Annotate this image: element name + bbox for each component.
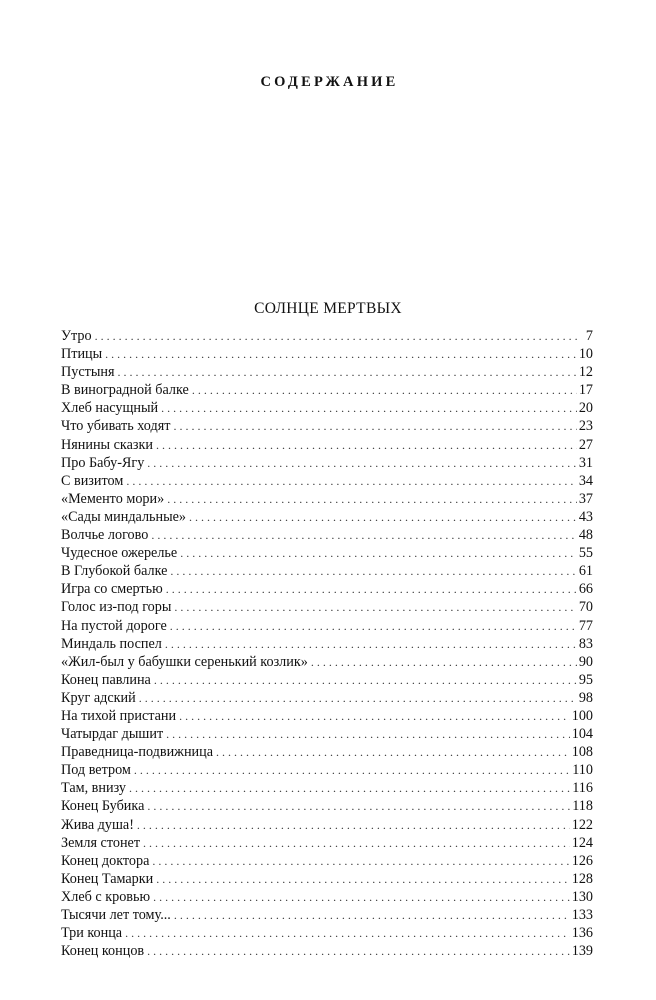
toc-dot-leader xyxy=(143,834,570,852)
toc-dot-leader xyxy=(179,707,570,725)
toc-dot-leader xyxy=(152,852,569,870)
toc-entry-title: Хлеб с кровью xyxy=(61,888,151,905)
toc-entry-page-number: 126 xyxy=(571,852,593,869)
toc-entry-title: Конец концов xyxy=(61,943,145,960)
toc-entry-title: Чатырдаг дышит xyxy=(61,726,164,743)
toc-dot-leader xyxy=(174,906,570,924)
toc-entry xyxy=(61,725,593,743)
toc-entry-page-number: 37 xyxy=(578,490,593,507)
toc-dot-leader xyxy=(216,743,570,761)
toc-entry-title: Чудесное ожерелье xyxy=(61,545,178,562)
toc-entry xyxy=(61,417,593,435)
toc-dot-leader xyxy=(147,454,577,472)
toc-entry-title: На тихой пристани xyxy=(61,707,177,724)
toc-dot-leader xyxy=(161,399,577,417)
toc-dot-leader xyxy=(156,436,577,454)
toc-dot-leader xyxy=(151,526,576,544)
toc-entry-title: Про Бабу-Ягу xyxy=(61,454,145,471)
toc-entry xyxy=(61,671,593,689)
toc-entry xyxy=(61,689,593,707)
toc-entry-page-number: 100 xyxy=(571,707,593,724)
toc-entry-title: Волчье логово xyxy=(61,527,149,544)
toc-entry-title: Голос из-под горы xyxy=(61,599,172,616)
toc-dot-leader xyxy=(154,671,577,689)
toc-entry xyxy=(61,472,593,490)
toc-dot-leader xyxy=(153,888,570,906)
toc-entry-page-number: 43 xyxy=(578,508,593,525)
toc-entry-title: Конец Тамарки xyxy=(61,870,154,887)
toc-entry xyxy=(61,580,593,598)
toc-dot-leader xyxy=(137,816,570,834)
section-title: СОЛНЦЕ МЕРТВЫХ xyxy=(254,300,402,317)
toc-entry-page-number: 90 xyxy=(578,653,593,670)
toc-entry-page-number: 95 xyxy=(578,671,593,688)
toc-dot-leader xyxy=(167,490,577,508)
toc-entry-title: «Мементо мори» xyxy=(61,490,165,507)
toc-dot-leader xyxy=(189,508,577,526)
toc-entry-title: «Жил-был у бабушки серенький козлик» xyxy=(61,653,308,670)
toc-dot-leader xyxy=(192,381,577,399)
toc-entry-page-number: 116 xyxy=(572,780,593,797)
toc-entry-title: Нянины сказки xyxy=(61,436,153,453)
toc-entry xyxy=(61,653,593,671)
toc-entry-title: С визитом xyxy=(61,472,124,489)
toc-dot-leader xyxy=(311,653,577,671)
toc-dot-leader xyxy=(139,689,577,707)
toc-dot-leader xyxy=(118,363,577,381)
toc-entry-title: Утро xyxy=(61,328,92,344)
toc-entry xyxy=(61,797,593,815)
toc-entry xyxy=(61,598,593,616)
toc-entry xyxy=(61,779,593,797)
toc-entry xyxy=(61,816,593,834)
toc-entry-page-number: 104 xyxy=(571,726,593,743)
toc-entry xyxy=(61,870,593,888)
toc-entry-page-number: 7 xyxy=(585,328,593,344)
toc-dot-leader xyxy=(166,725,570,743)
toc-entry-title: Птицы xyxy=(61,346,103,363)
toc-entry-page-number: 77 xyxy=(578,617,593,634)
toc-entry-title: Конец Бубика xyxy=(61,798,145,815)
toc-entry-page-number: 70 xyxy=(578,599,593,616)
toc-entry xyxy=(61,490,593,508)
toc-dot-leader xyxy=(147,942,570,960)
toc-entry-page-number: 17 xyxy=(578,382,593,399)
toc-entry xyxy=(61,436,593,454)
toc-entry xyxy=(61,635,593,653)
toc-dot-leader xyxy=(125,924,570,942)
toc-entry-title: Хлеб насущный xyxy=(61,400,159,417)
toc-entry-title: Под ветром xyxy=(61,762,131,779)
toc-entry xyxy=(61,562,593,580)
toc-entry-page-number: 12 xyxy=(578,364,593,381)
toc-dot-leader xyxy=(166,580,577,598)
toc-entry xyxy=(61,345,593,363)
toc-entry-title: Праведница-подвижница xyxy=(61,744,214,761)
toc-dot-leader xyxy=(173,417,576,435)
toc-entry-title: Что убивать ходят xyxy=(61,418,171,435)
toc-dot-leader xyxy=(126,472,577,490)
toc-entry xyxy=(61,526,593,544)
toc-entry xyxy=(61,363,593,381)
toc-entry-page-number: 10 xyxy=(578,346,593,363)
toc-entry-page-number: 130 xyxy=(571,888,593,905)
toc-entry xyxy=(61,617,593,635)
toc-entry xyxy=(61,381,593,399)
toc-dot-leader xyxy=(129,779,570,797)
toc-entry xyxy=(61,924,593,942)
toc-entry-title: Конец доктора xyxy=(61,852,150,869)
toc-entry-page-number: 110 xyxy=(572,762,593,779)
toc-entry-page-number: 23 xyxy=(578,418,593,435)
toc-entry-page-number: 27 xyxy=(578,436,593,453)
toc-entry-page-number: 139 xyxy=(571,943,593,960)
toc-dot-leader xyxy=(170,617,577,635)
toc-entry-page-number: 83 xyxy=(578,635,593,652)
toc-dot-leader xyxy=(95,327,577,345)
toc-dot-leader xyxy=(147,797,570,815)
toc-entry xyxy=(61,906,593,924)
toc-entry-page-number: 108 xyxy=(571,744,593,761)
toc-entry-page-number: 124 xyxy=(571,834,593,851)
toc-entry xyxy=(61,852,593,870)
toc-entry xyxy=(61,544,593,562)
toc-entry xyxy=(61,834,593,852)
toc-entry-page-number: 98 xyxy=(578,689,593,706)
toc-entry xyxy=(61,942,593,960)
toc-dot-leader xyxy=(105,345,577,363)
toc-entry-title: В Глубокой балке xyxy=(61,563,168,580)
toc-entry-page-number: 48 xyxy=(578,527,593,544)
toc-entry xyxy=(61,707,593,725)
toc-entry-title: Пустыня xyxy=(61,364,115,381)
toc-entry-title: На пустой дороге xyxy=(61,617,167,634)
toc-entry-title: Жива душа! xyxy=(61,816,134,833)
toc-entry xyxy=(61,399,593,417)
toc-dot-leader xyxy=(180,544,577,562)
toc-entry-title: Земля стонет xyxy=(61,834,141,851)
toc-entry-page-number: 136 xyxy=(571,925,593,942)
toc-dot-leader xyxy=(134,761,570,779)
toc-dot-leader xyxy=(170,562,576,580)
toc-entry xyxy=(61,761,593,779)
toc-entry-page-number: 20 xyxy=(578,400,593,417)
toc-entry xyxy=(61,327,593,345)
toc-entry-title: Конец павлина xyxy=(61,671,151,688)
toc-entry-title: Игра со смертью xyxy=(61,581,163,598)
toc-entry-page-number: 133 xyxy=(571,907,593,923)
toc-entry xyxy=(61,743,593,761)
toc-entry-title: Там, внизу xyxy=(61,780,126,797)
table-of-contents xyxy=(61,327,593,960)
toc-entry-title: «Сады миндальные» xyxy=(61,508,187,525)
toc-entry-page-number: 122 xyxy=(571,816,593,833)
toc-entry xyxy=(61,508,593,526)
toc-entry-title: В виноградной балке xyxy=(61,382,189,399)
toc-entry-page-number: 61 xyxy=(578,563,593,580)
toc-dot-leader xyxy=(156,870,569,888)
toc-entry xyxy=(61,454,593,472)
toc-entry-page-number: 34 xyxy=(578,472,593,489)
toc-entry-page-number: 66 xyxy=(578,581,593,598)
contents-heading: СОДЕРЖАНИЕ xyxy=(260,74,399,90)
toc-dot-leader xyxy=(165,635,577,653)
toc-entry-title: Миндаль поспел xyxy=(61,635,162,652)
toc-entry-page-number: 31 xyxy=(578,454,593,471)
toc-entry xyxy=(61,888,593,906)
toc-entry-title: Три конца xyxy=(61,925,123,942)
toc-entry-page-number: 128 xyxy=(571,870,593,887)
toc-dot-leader xyxy=(174,598,576,616)
toc-entry-title: Круг адский xyxy=(61,689,136,706)
toc-entry-title: Тысячи лет тому... xyxy=(61,907,171,923)
toc-entry-page-number: 55 xyxy=(578,545,593,562)
toc-entry-page-number: 118 xyxy=(572,798,593,815)
